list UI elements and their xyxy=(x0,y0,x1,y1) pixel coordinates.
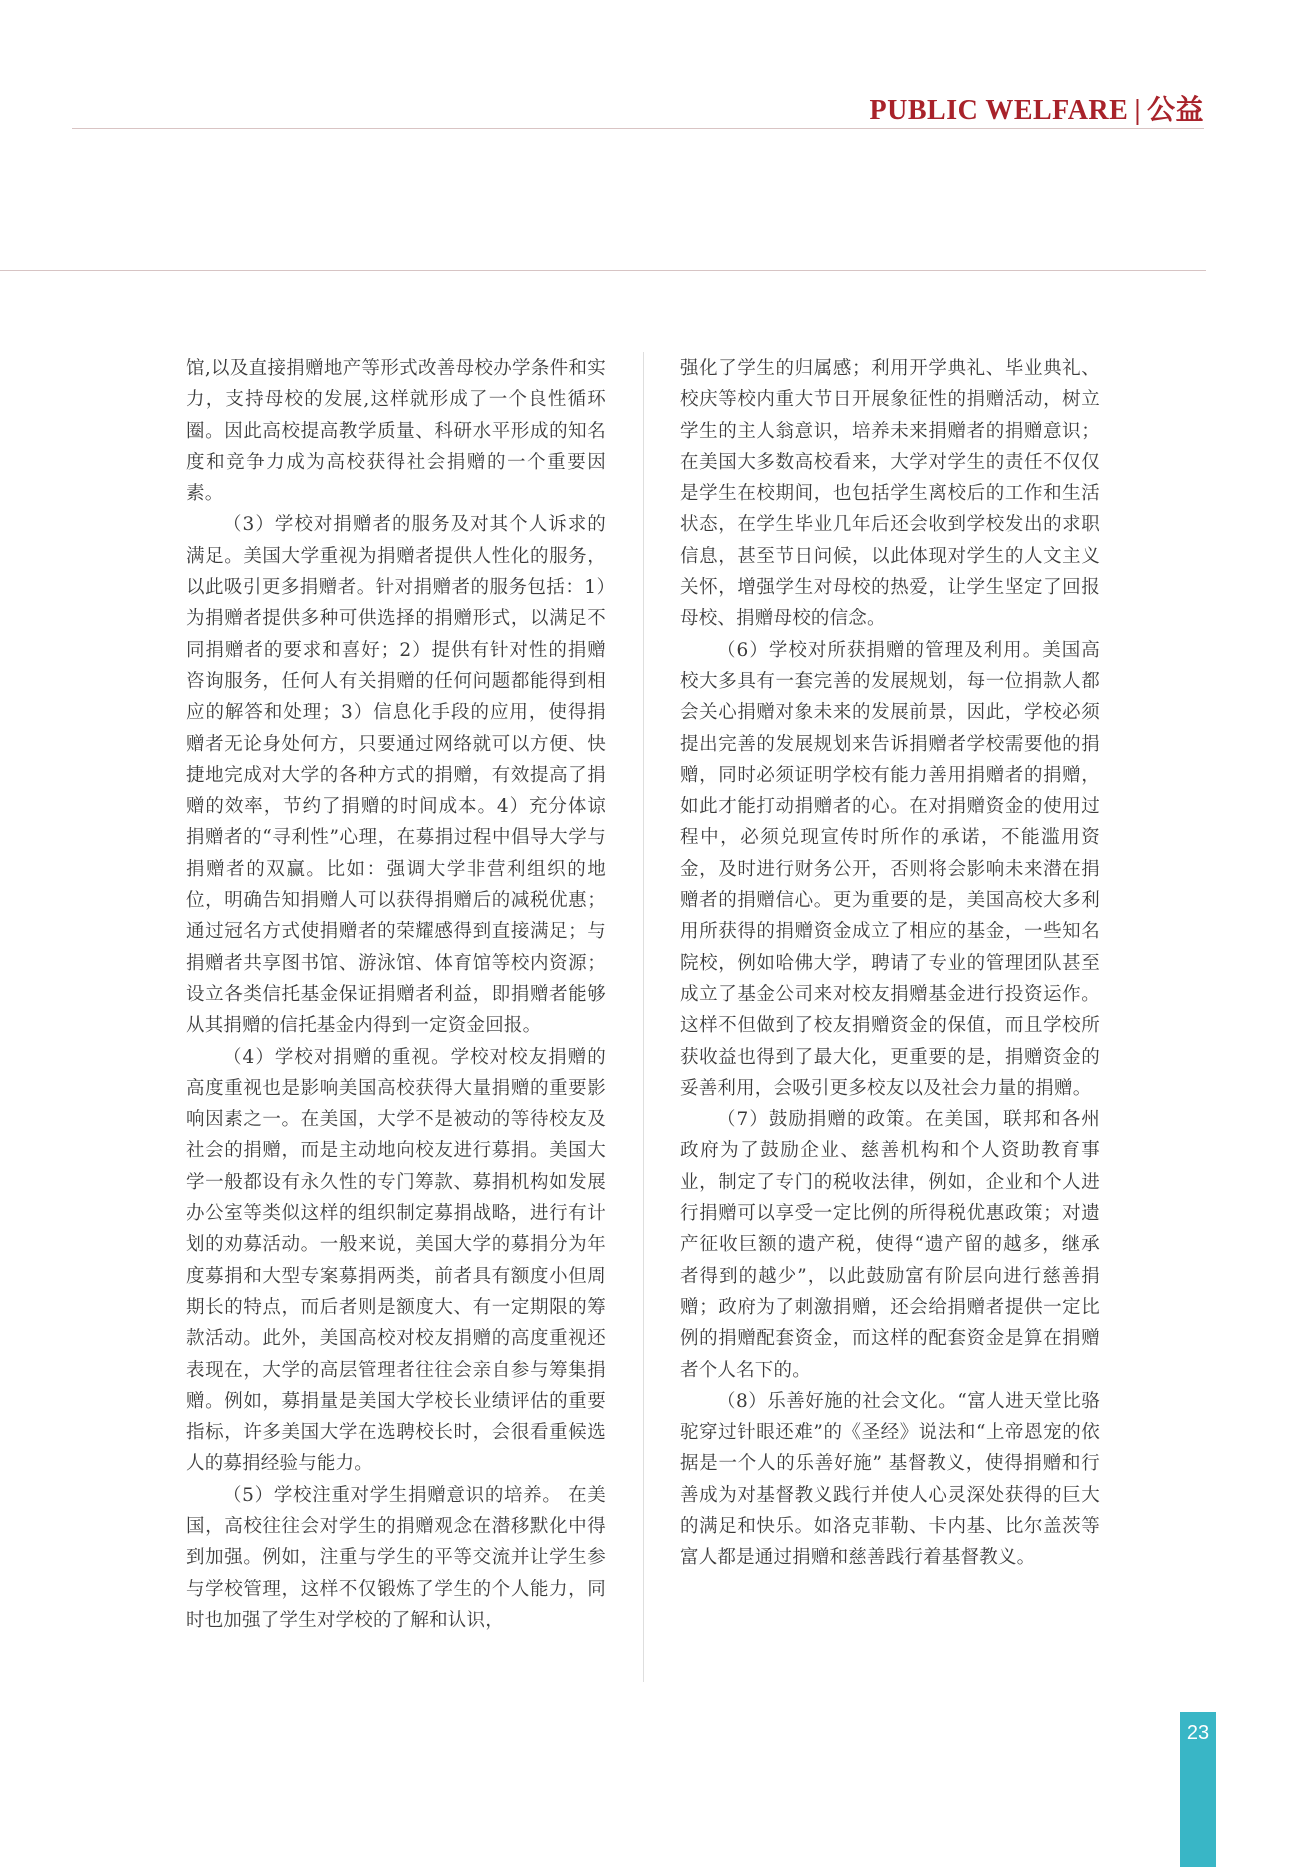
paragraph: （8）乐善好施的社会文化。“富人进天堂比骆驼穿过针眼还难”的《圣经》说法和“上帝恩宠的依据是一个人的乐善好施” 基督教义，使得捐赠和行善成为对基督教义践行并使人心灵深处获得的巨大的满足和快乐。如洛克菲勒、卡内基、比尔盖茨等富人都是通过捐赠和慈善践行着基督教义。 xyxy=(680,1390,1100,1569)
left-text-column xyxy=(186,353,606,1636)
title-separator: | xyxy=(1134,95,1141,126)
section-divider-line xyxy=(0,270,1206,271)
page-number: 23 xyxy=(1186,1722,1210,1744)
section-title-english: PUBLIC WELFARE xyxy=(869,95,1129,126)
section-title-chinese: 公益 xyxy=(1146,95,1204,126)
paragraph: （7）鼓励捐赠的政策。在美国，联邦和各州政府为了鼓励企业、慈善机构和个人资助教育事业，制定了专门的税收法律，例如，企业和个人进行捐赠可以享受一定比例的所得税优惠政策；对遗产征收巨额的遗产税，使得“遗产留的越多，继承者得到的越少”，以此鼓励富有阶层向进行慈善捐赠；政府为了刺激捐赠，还会给捐赠者提供一定比例的捐赠配套资金，而这样的配套资金是算在捐赠者个人名下的。 xyxy=(680,1109,1100,1381)
page-number-tab xyxy=(1180,1712,1216,1867)
paragraph: 强化了学生的归属感；利用开学典礼、毕业典礼、校庆等校内重大节日开展象征性的捐赠活动，树立学生的主人翁意识，培养未来捐赠者的捐赠意识；在美国大多数高校看来，大学对学生的责任不仅仅是学生在校期间，也包括学生离校后的工作和生活状态，在学生毕业几年后还会收到学校发出的求职信息，甚至节日问候，以此体现对学生的人文主义关怀，增强学生对母校的热爱，让学生坚定了回报母校、捐赠母校的信念。 xyxy=(680,358,1100,630)
paragraph: 馆,以及直接捐赠地产等形式改善母校办学条件和实力，支持母校的发展,这样就形成了一个良性循环圈。因此高校提高教学质量、科研水平形成的知名度和竞争力成为高校获得社会捐赠的一个重要因素。 xyxy=(186,358,606,505)
header-rule xyxy=(72,128,1204,129)
paragraph: （6）学校对所获捐赠的管理及利用。美国高校大多具有一套完善的发展规划，每一位捐款人都会关心捐赠对象未来的发展前景，因此，学校必须提出完善的发展规划来告诉捐赠者学校需要他的捐赠，同时必须证明学校有能力善用捐赠者的捐赠，如此才能打动捐赠者的心。在对捐赠资金的使用过程中，必须兑现宣传时所作的承诺，不能滥用资金，及时进行财务公开，否则将会影响未来潜在捐赠者的捐赠信心。更为重要的是，美国高校大多利用所获得的捐赠资金成立了相应的基金，一些知名院校，例如哈佛大学，聘请了专业的管理团队甚至成立了基金公司来对校友捐赠基金进行投资运作。这样不但做到了校友捐赠资金的保值，而且学校所获收益也得到了最大化，更重要的是，捐赠资金的妥善利用，会吸引更多校友以及社会力量的捐赠。 xyxy=(680,639,1100,1099)
paragraph: （5）学校注重对学生捐赠意识的培养。 在美国，高校往往会对学生的捐赠观念在潜移默化中得到加强。例如，注重与学生的平等交流并让学生参与学校管理，这样不仅锻炼了学生的个人能力，同时也加强了学生对学校的了解和认识， xyxy=(186,1484,606,1631)
right-text-column xyxy=(680,353,1100,1574)
column-divider xyxy=(643,352,644,1682)
magazine-section-title xyxy=(870,88,1204,128)
paragraph: （4）学校对捐赠的重视。学校对校友捐赠的高度重视也是影响美国高校获得大量捐赠的重要影响因素之一。在美国，大学不是被动的等待校友及社会的捐赠，而是主动地向校友进行募捐。美国大学一般都设有永久性的专门筹款、募捐机构如发展办公室等类似这样的组织制定募捐战略，进行有计划的劝募活动。一般来说，美国大学的募捐分为年度募捐和大型专案募捐两类，前者具有额度小但周期长的特点，而后者则是额度大、有一定期限的筹款活动。此外，美国高校对校友捐赠的高度重视还表现在，大学的高层管理者往往会亲自参与筹集捐赠。例如，募捐量是美国大学校长业绩评估的重要指标，许多美国大学在选聘校长时，会很看重候选人的募捐经验与能力。 xyxy=(186,1046,606,1475)
paragraph: （3）学校对捐赠者的服务及对其个人诉求的满足。美国大学重视为捐赠者提供人性化的服务，以此吸引更多捐赠者。针对捐赠者的服务包括：1）为捐赠者提供多种可供选择的捐赠形式，以满足不同捐赠者的要求和喜好；2）提供有针对性的捐赠咨询服务，任何人有关捐赠的任何问题都能得到相应的解答和处理；3）信息化手段的应用，使得捐赠者无论身处何方，只要通过网络就可以方便、快捷地完成对大学的各种方式的捐赠，有效提高了捐赠的效率，节约了捐赠的时间成本。4）充分体谅捐赠者的“寻利性”心理，在募捐过程中倡导大学与捐赠者的双赢。比如：强调大学非营利组织的地位，明确告知捐赠人可以获得捐赠后的减税优惠；通过冠名方式使捐赠者的荣耀感得到直接满足；与捐赠者共享图书馆、游泳馆、体育馆等校内资源；设立各类信托基金保证捐赠者利益，即捐赠者能够从其捐赠的信托基金内得到一定资金回报。 xyxy=(186,514,606,1037)
